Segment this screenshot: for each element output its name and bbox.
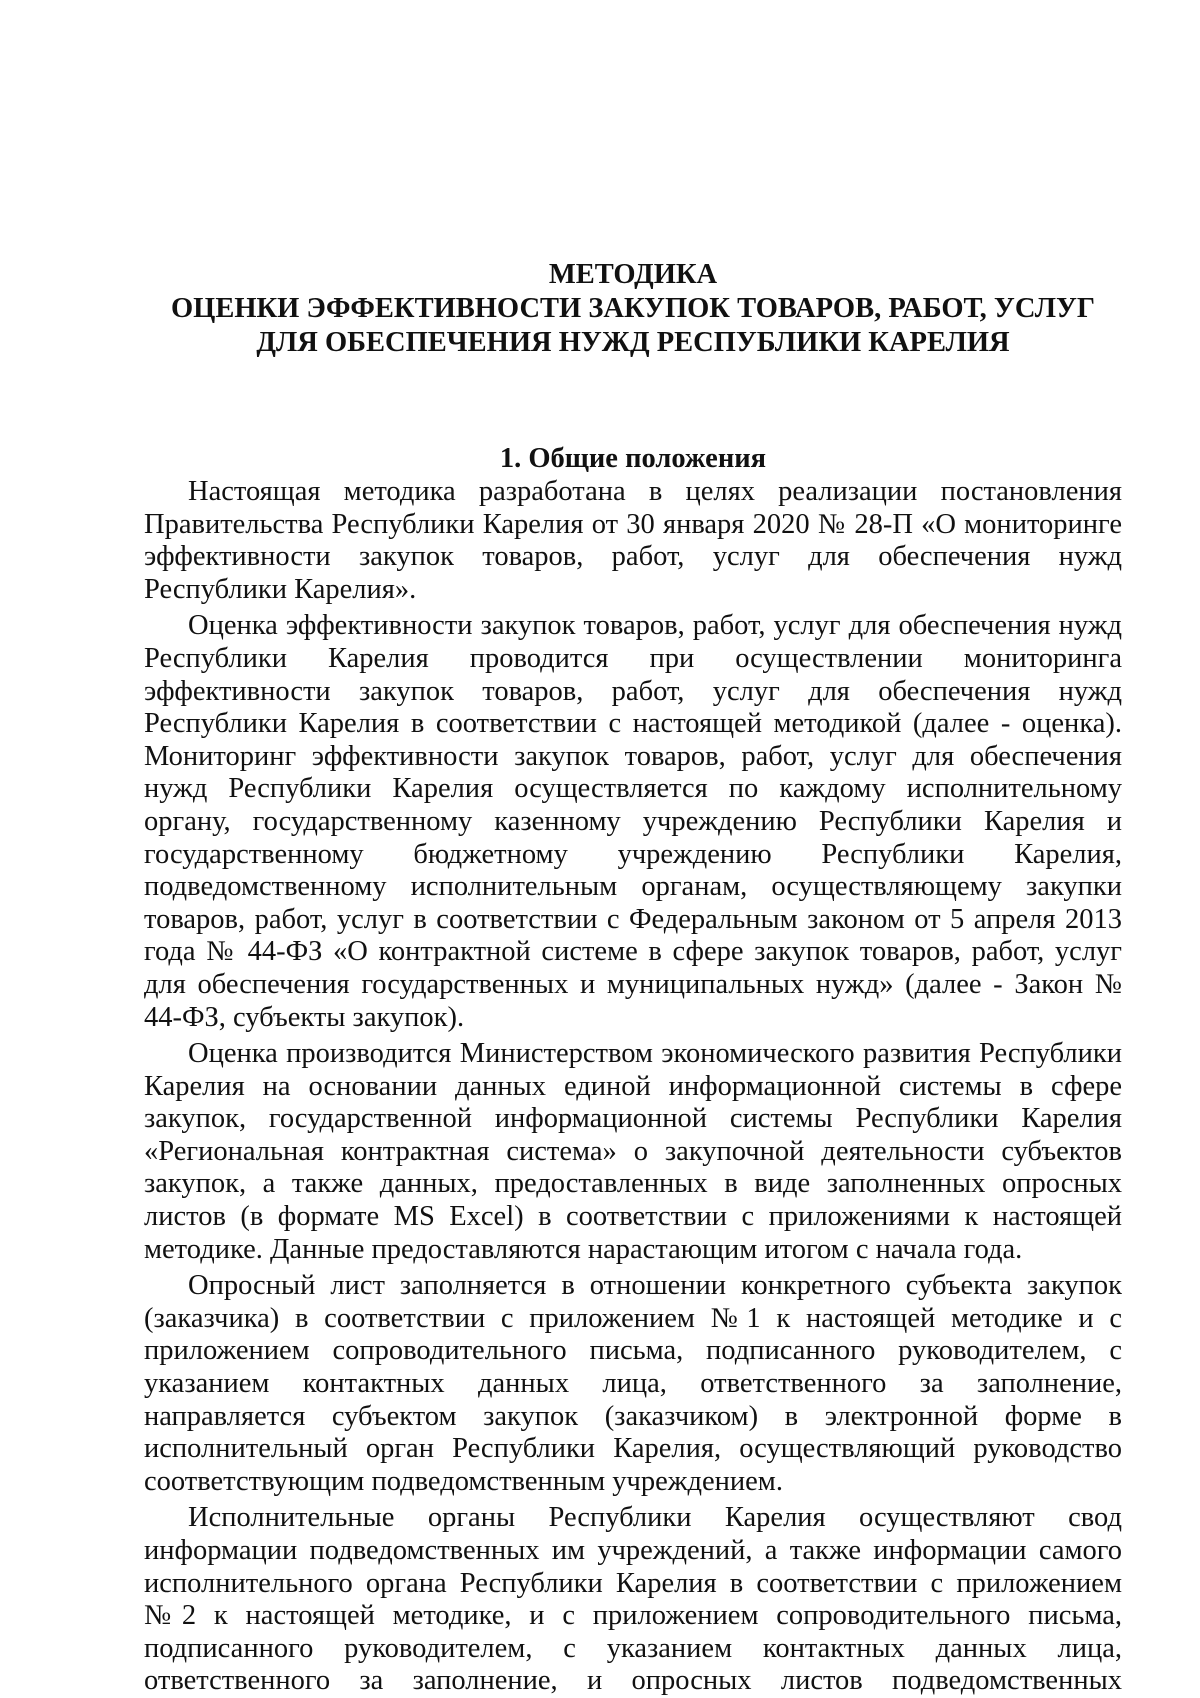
section-heading: 1. Общие положения [499, 443, 767, 474]
title-line-2: ОЦЕНКИ ЭФФЕКТИВНОСТИ ЗАКУПОК ТОВАРОВ, РАБОТ, УСЛУГ [171, 293, 1095, 324]
paragraph-3: Оценка производится Министерством экономического развития Республики Карелия на основании данных единой информационной системы в сфере закупок, государственной информационной системы Республики Карелия «Региональная контрактная система» о закупочной деятельности субъектов закупок, а также данных, предоставленных в виде заполненных опросных листов (в формате MS Excel) в соответствии с приложениями к настоящей методике. Данные предоставляются нарастающим итогом с начала года. [144, 1038, 1122, 1265]
title-line-3: ДЛЯ ОБЕСПЕЧЕНИЯ НУЖД РЕСПУБЛИКИ КАРЕЛИЯ [256, 327, 1010, 358]
paragraph-4: Опросный лист заполняется в отношении конкретного субъекта закупок (заказчика) в соответствии с приложением №1 к настоящей методике и с приложением сопроводительного письма, подписанного руководителем, с указанием контактных данных лица, ответственного за заполнение, направляется субъектом закупок (заказчиком) в электронной форме в исполнительный орган Республики Карелия, осуществляющий руководство соответствующим подведомственным учреждением. [144, 1270, 1122, 1497]
paragraph-5: Исполнительные органы Республики Карелия осуществляют свод информации подведомственных им учреждений, а также информации самого исполнительного органа Республики Карелия в соответствии с приложением №2 к настоящей методике, и с приложением сопроводительного письма, подписанного руководителем, с указанием контактных данных лица, ответственного за заполнение, и опросных листов подведомственных [144, 1502, 1122, 1697]
paragraph-2: Оценка эффективности закупок товаров, работ, услуг для обеспечения нужд Республики Карелия проводится при осуществлении мониторинга эффективности закупок товаров, работ, услуг для обеспечения нужд Республики Карелия в соответствии с настоящей методикой (далее - оценка). Мониторинг эффективности закупок товаров, работ, услуг для обеспечения нужд Республики Карелия осуществляется по каждому исполнительному органу, государственному казенному учреждению Республики Карелия и государственному бюджетному учреждению Республики Карелия, подведомственному исполнительным органам, осуществляющему закупки товаров, работ, услуг в соответствии с Федеральным законом от 5 апреля 2013 года № 44-ФЗ «О контрактной системе в сфере закупок товаров, работ, услуг для обеспечения государственных и муниципальных нужд» (далее - Закон № 44-ФЗ, субъекты закупок). [144, 610, 1122, 1033]
document-title [144, 258, 1122, 360]
title-line-1: МЕТОДИКА [548, 259, 718, 290]
paragraph-1: Настоящая методика разработана в целях реализации постановления Правительства Республики Карелия от 30 января 2020 № 28-П «О мониторинге эффективности закупок товаров, работ, услуг для обеспечения нужд Республики Карелия». [144, 476, 1122, 605]
document-page [144, 258, 1122, 1698]
